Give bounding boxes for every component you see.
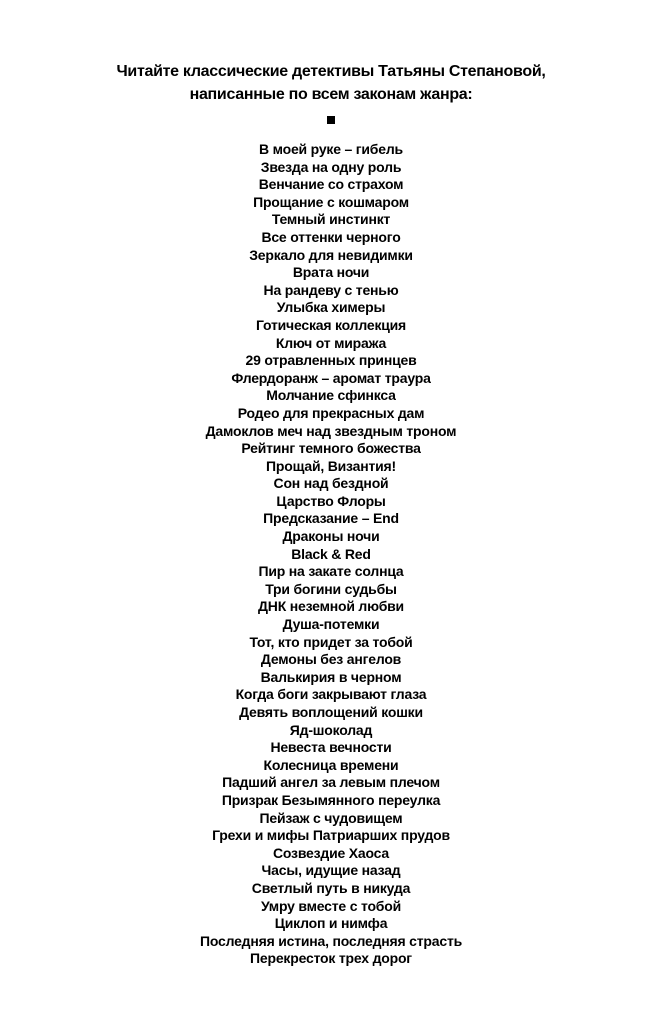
- book-title: Улыбка химеры: [276, 299, 386, 316]
- book-title: Царство Флоры: [276, 492, 386, 509]
- book-title: Дамоклов меч над звездным троном: [205, 422, 457, 439]
- book-title: Грехи и мифы Патриарших прудов: [212, 827, 450, 844]
- book-title: Ключ от миража: [275, 334, 387, 351]
- book-title: Девять воплощений кошки: [239, 704, 423, 720]
- book-title: Пейзаж с чудовищем: [259, 809, 403, 826]
- book-title: Душа-потемки: [282, 616, 380, 633]
- book-title: Светлый путь в никуда: [251, 879, 411, 896]
- book-title: Последняя истина, последняя страсть: [199, 932, 463, 949]
- book-title: Флердоранж – аромат траура: [231, 369, 431, 386]
- book-title: Сон над бездной: [273, 475, 389, 492]
- book-title: Демоны без ангелов: [260, 651, 402, 668]
- book-title: Перекресток трех дорог: [250, 950, 412, 967]
- book-title: Часы, идущие назад: [261, 862, 401, 879]
- book-title: Три богини судьбы: [265, 580, 397, 597]
- book-title: В моей руке – гибель: [259, 141, 403, 157]
- book-title: Драконы ночи: [282, 528, 380, 545]
- header-line-1: Читайте классические детективы Татьяны Степановой,: [116, 63, 546, 80]
- book-title: Black & Red: [291, 545, 371, 562]
- book-title: Прощание с кошмаром: [253, 193, 409, 210]
- book-title: Рейтинг темного божества: [241, 440, 421, 457]
- book-title: Тот, кто придет за тобой: [249, 633, 413, 650]
- book-title: Молчание сфинкса: [266, 387, 396, 404]
- book-title: Предсказание – End: [263, 510, 399, 527]
- book-title: Невеста вечности: [270, 739, 392, 756]
- book-title: Темный инстинкт: [271, 211, 391, 228]
- book-title: Падший ангел за левым плечом: [222, 774, 440, 791]
- book-title: Зеркало для невидимки: [249, 246, 413, 263]
- book-title: Созвездие Хаоса: [272, 844, 389, 861]
- book-title: Пир на закате солнца: [258, 563, 404, 580]
- book-title: Циклоп и нимфа: [274, 915, 388, 932]
- book-title: Все оттенки черного: [261, 228, 401, 245]
- header-line-2: написанные по всем законам жанра:: [189, 86, 473, 103]
- book-title: Готическая коллекция: [255, 316, 407, 333]
- book-title: На рандеву с тенью: [263, 281, 399, 298]
- book-title: Родео для прекрасных дам: [237, 404, 425, 421]
- book-title: ДНК неземной любви: [258, 598, 404, 615]
- page-header: [0, 0, 662, 106]
- book-title-list: [0, 141, 662, 968]
- book-title: Умру вместе с тобой: [260, 897, 401, 914]
- book-title: Врата ночи: [292, 264, 370, 281]
- book-title: Когда боги закрывают глаза: [235, 686, 427, 703]
- book-title: Призрак Безымянного переулка: [221, 791, 441, 808]
- square-bullet-icon: [327, 116, 335, 124]
- book-title: Колесница времени: [263, 756, 399, 773]
- book-title: Прощай, Византия!: [266, 457, 396, 474]
- book-title: 29 отравленных принцев: [245, 352, 417, 369]
- book-title: Яд-шоколад: [289, 721, 373, 738]
- book-title: Звезда на одну роль: [260, 158, 402, 175]
- book-title: Венчание со страхом: [258, 176, 404, 193]
- book-title: Валькирия в черном: [260, 668, 402, 685]
